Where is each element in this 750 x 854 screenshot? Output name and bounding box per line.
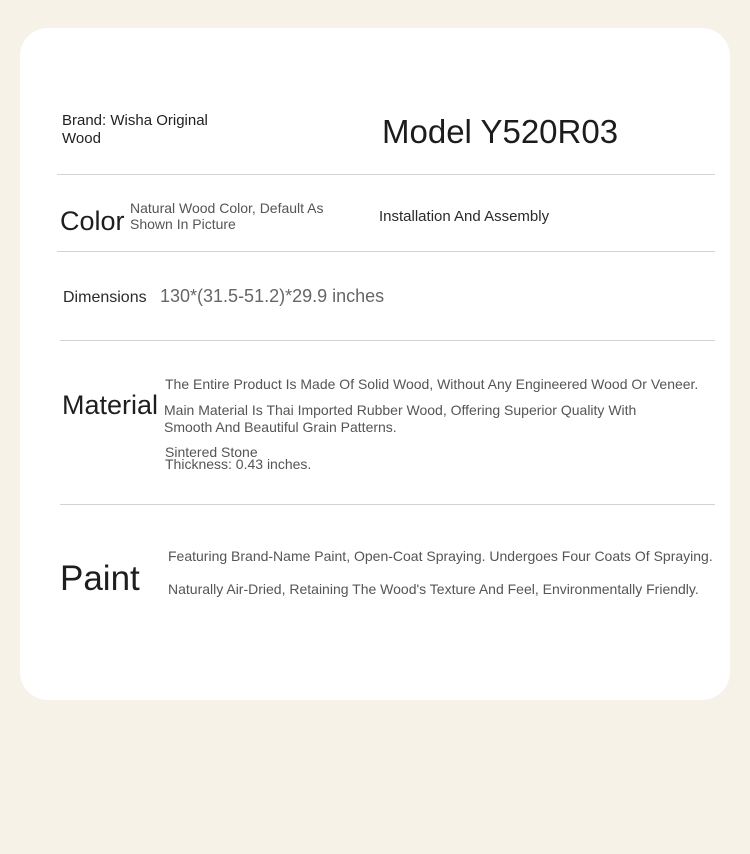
material-line-thickness: Thickness: 0.43 inches. — [165, 456, 312, 472]
divider — [60, 340, 715, 341]
material-label: Material — [62, 390, 159, 420]
material-line-rubber-wood: Main Material Is Thai Imported Rubber Wood, Offering Superior Quality With Smooth And Beautiful Grain Patterns. — [164, 402, 637, 435]
divider — [57, 251, 715, 252]
dimensions-label: Dimensions — [63, 289, 147, 306]
model-title: Model Y520R03 — [382, 113, 619, 150]
divider — [60, 504, 715, 505]
material-line-sintered-stone: Sintered Stone — [165, 444, 258, 460]
divider — [57, 174, 715, 175]
brand-text: Brand: Wisha Original Wood — [62, 112, 208, 147]
paint-line-air-dried: Naturally Air-Dried, Retaining The Wood's Texture And Feel, Environmentally Friendly. — [168, 581, 699, 597]
dimensions-value: 130*(31.5-51.2)*29.9 inches — [160, 286, 385, 306]
spec-card — [20, 28, 730, 700]
color-label: Color — [60, 206, 125, 236]
color-value: Natural Wood Color, Default As Shown In Picture — [130, 200, 324, 232]
installation-text: Installation And Assembly — [379, 208, 550, 225]
paint-label: Paint — [60, 559, 140, 598]
paint-line-spraying: Featuring Brand-Name Paint, Open-Coat Spraying. Undergoes Four Coats Of Spraying. — [168, 548, 713, 564]
material-line-solid-wood: The Entire Product Is Made Of Solid Wood, Without Any Engineered Wood Or Veneer. — [165, 376, 699, 392]
